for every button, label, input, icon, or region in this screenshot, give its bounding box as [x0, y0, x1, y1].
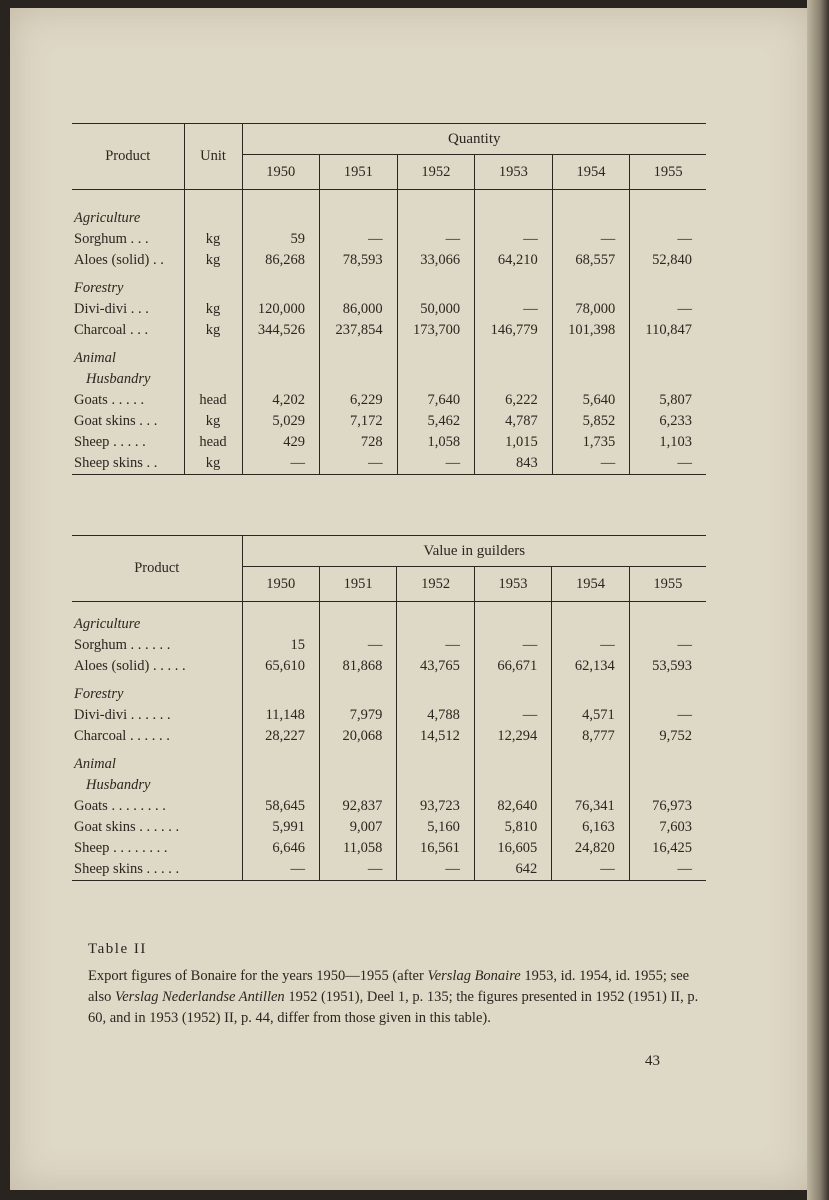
value-cell: 728	[320, 432, 398, 453]
table-row	[72, 817, 706, 838]
value-cell: 4,787	[475, 411, 553, 432]
leader-dots: . .	[146, 455, 158, 471]
product-name: Sorghum	[74, 637, 127, 653]
value-cell: 78,000	[552, 299, 630, 320]
section-title-continued: Husbandry	[86, 371, 151, 387]
product-name: Sheep	[74, 840, 110, 856]
table-row	[72, 229, 706, 250]
value-cell: 5,640	[552, 390, 630, 411]
value-cell: —	[242, 453, 320, 475]
table-row	[72, 635, 706, 656]
value-cell: 1,103	[630, 432, 706, 453]
value-cell: 173,700	[397, 320, 475, 341]
value-cell: —	[630, 229, 706, 250]
value-cell: —	[320, 229, 398, 250]
leader-dots: . . . . .	[111, 392, 145, 408]
value-cell: 642	[474, 859, 551, 881]
value-cell: 65,610	[242, 656, 319, 677]
caption-text: 1952 (1951), Deel 1, p. 135; the figures presented in 1952 (1951) II, p. 60, and in 1953 (1952) II, p. 44, differ from those given in this table).	[88, 989, 699, 1026]
product-name: Charcoal	[74, 322, 127, 338]
value-cell: 81,868	[319, 656, 396, 677]
product-name: Aloes (solid)	[74, 658, 150, 674]
year-header: 1951	[319, 567, 396, 602]
value-cell: —	[552, 453, 630, 475]
leader-dots: . . . . .	[152, 658, 186, 674]
value-cell: 64,210	[475, 250, 553, 271]
value-cell: 6,646	[242, 838, 319, 859]
section-title: Agriculture	[74, 616, 141, 632]
book-page	[10, 8, 810, 1190]
product-name: Goats	[74, 392, 108, 408]
value-cell: 5,807	[630, 390, 706, 411]
year-header: 1953	[475, 155, 553, 190]
value-cell: —	[397, 229, 475, 250]
section-title: Animal	[74, 756, 116, 772]
value-cell: 1,058	[397, 432, 475, 453]
section-title: Animal	[74, 350, 116, 366]
value-cell: 4,788	[397, 705, 474, 726]
value-cell: 5,810	[474, 817, 551, 838]
table-row	[72, 299, 706, 320]
table-row	[72, 726, 706, 747]
value-cell: 62,134	[552, 656, 629, 677]
value-cell: 843	[475, 453, 553, 475]
value-cell: 28,227	[242, 726, 319, 747]
value-cell: 14,512	[397, 726, 474, 747]
column-header-product: Product	[72, 536, 242, 602]
section-title: Agriculture	[74, 210, 141, 226]
value-cell: 82,640	[474, 796, 551, 817]
value-cell: —	[629, 705, 706, 726]
value-cell: —	[475, 299, 553, 320]
value-cell: 237,854	[320, 320, 398, 341]
table-row	[72, 390, 706, 411]
year-header: 1951	[320, 155, 398, 190]
value-cell: 4,571	[552, 705, 629, 726]
leader-dots: . . . . .	[146, 861, 180, 877]
value-cell: 146,779	[475, 320, 553, 341]
year-header: 1954	[552, 155, 630, 190]
leader-dots: . . . . . .	[130, 707, 171, 723]
value-cell: —	[552, 859, 629, 881]
value-cell: 78,593	[320, 250, 398, 271]
value-cell: 16,561	[397, 838, 474, 859]
value-cell: 5,462	[397, 411, 475, 432]
value-cell: 5,160	[397, 817, 474, 838]
value-cell: 7,979	[319, 705, 396, 726]
value-cell: 6,222	[475, 390, 553, 411]
table-row	[72, 859, 706, 881]
leader-dots: . . . . . .	[130, 637, 171, 653]
value-cell: 15	[242, 635, 319, 656]
table-row	[72, 320, 706, 341]
value-cell: —	[552, 229, 630, 250]
year-header: 1955	[629, 567, 706, 602]
value-cell: —	[629, 859, 706, 881]
unit-cell: kg	[184, 320, 242, 341]
value-cell: 9,007	[319, 817, 396, 838]
value-cell: —	[630, 453, 706, 475]
page-number: 43	[645, 1053, 660, 1069]
leader-dots: . . .	[130, 301, 149, 317]
table-label: Table II	[88, 941, 147, 957]
caption-text: 1953, id. 1954, id. 1955; see also	[88, 968, 690, 1005]
value-cell: 52,840	[630, 250, 706, 271]
value-cell: 43,765	[397, 656, 474, 677]
table-row	[72, 432, 706, 453]
value-cell: 16,605	[474, 838, 551, 859]
value-cell: 24,820	[552, 838, 629, 859]
value-cell: 92,837	[319, 796, 396, 817]
value-cell: —	[474, 635, 551, 656]
caption-italic-title: Verslag Nederlandse Antillen	[114, 989, 285, 1005]
leader-dots: . . . . .	[113, 434, 146, 450]
value-cell: —	[397, 453, 475, 475]
product-name: Divi-divi	[74, 707, 128, 723]
value-cell: 5,852	[552, 411, 630, 432]
year-header: 1950	[242, 155, 320, 190]
table-row	[72, 796, 706, 817]
value-cell: 93,723	[397, 796, 474, 817]
unit-cell: head	[184, 390, 242, 411]
value-cell: 86,268	[242, 250, 320, 271]
page-edge	[807, 0, 829, 1200]
unit-cell: head	[184, 432, 242, 453]
unit-cell: kg	[184, 229, 242, 250]
value-cell: 12,294	[474, 726, 551, 747]
value-cell: 344,526	[242, 320, 320, 341]
table-row	[72, 656, 706, 677]
value-cell: 5,991	[242, 817, 319, 838]
value-cell: 58,645	[242, 796, 319, 817]
value-cell: 16,425	[629, 838, 706, 859]
value-cell: —	[319, 859, 396, 881]
section-title-continued: Husbandry	[86, 777, 151, 793]
value-cell: 76,973	[629, 796, 706, 817]
year-header: 1953	[474, 567, 551, 602]
value-cell: 101,398	[552, 320, 630, 341]
value-cell: 76,341	[552, 796, 629, 817]
product-name: Sorghum	[74, 231, 127, 247]
column-header-product: Product	[72, 124, 184, 190]
year-header: 1952	[397, 567, 474, 602]
section-title: Forestry	[74, 280, 124, 296]
unit-cell: kg	[184, 453, 242, 475]
leader-dots: . . .	[139, 413, 158, 429]
product-name: Divi-divi	[74, 301, 128, 317]
value-cell: 7,640	[397, 390, 475, 411]
value-cell: 33,066	[397, 250, 475, 271]
product-name: Sheep skins	[74, 455, 143, 471]
product-name: Sheep skins	[74, 861, 143, 877]
value-cell: 7,603	[629, 817, 706, 838]
value-cell: 7,172	[320, 411, 398, 432]
column-header-unit: Unit	[184, 124, 242, 190]
year-header: 1954	[552, 567, 629, 602]
value-cell: —	[397, 635, 474, 656]
value-cell: —	[630, 299, 706, 320]
product-name: Goat skins	[74, 819, 136, 835]
value-cell: 53,593	[629, 656, 706, 677]
group-header-value: Value in guilders	[242, 536, 706, 567]
value-cell: 110,847	[630, 320, 706, 341]
table-row	[72, 838, 706, 859]
year-header: 1955	[630, 155, 706, 190]
unit-cell: kg	[184, 250, 242, 271]
product-name: Charcoal	[74, 728, 127, 744]
leader-dots: . . . . . .	[139, 819, 180, 835]
value-cell: 429	[242, 432, 320, 453]
product-name: Sheep	[74, 434, 110, 450]
value-cell: 86,000	[320, 299, 398, 320]
value-table	[72, 535, 706, 881]
leader-dots: . . .	[130, 231, 149, 247]
value-cell: —	[629, 635, 706, 656]
caption-italic-title: Verslag Bonaire	[427, 968, 521, 984]
value-cell: 6,229	[320, 390, 398, 411]
caption-text: Export figures of Bonaire for the years 1950—1955 (after	[88, 968, 428, 984]
value-cell: 8,777	[552, 726, 629, 747]
leader-dots: . . . . . . . .	[113, 840, 168, 856]
value-cell: 59	[242, 229, 320, 250]
year-header: 1952	[397, 155, 475, 190]
product-name: Goats	[74, 798, 108, 814]
value-cell: 4,202	[242, 390, 320, 411]
table-row	[72, 411, 706, 432]
group-header-quantity: Quantity	[242, 124, 706, 155]
value-cell: 6,233	[630, 411, 706, 432]
value-cell: —	[552, 635, 629, 656]
value-cell: —	[474, 705, 551, 726]
year-header: 1950	[242, 567, 319, 602]
value-cell: 50,000	[397, 299, 475, 320]
value-cell: 20,068	[319, 726, 396, 747]
table-row	[72, 705, 706, 726]
value-cell: —	[319, 635, 396, 656]
quantity-table	[72, 123, 706, 475]
value-cell: 9,752	[629, 726, 706, 747]
value-cell: 5,029	[242, 411, 320, 432]
table-caption	[88, 966, 706, 1029]
table-row	[72, 453, 706, 475]
value-cell: —	[320, 453, 398, 475]
value-cell: 120,000	[242, 299, 320, 320]
table-row	[72, 250, 706, 271]
value-cell: —	[475, 229, 553, 250]
leader-dots: . . . . . . . .	[111, 798, 166, 814]
section-title: Forestry	[74, 686, 124, 702]
unit-cell: kg	[184, 411, 242, 432]
value-cell: 1,735	[552, 432, 630, 453]
product-name: Goat skins	[74, 413, 136, 429]
leader-dots: . . .	[129, 322, 149, 338]
value-cell: 66,671	[474, 656, 551, 677]
value-cell: —	[397, 859, 474, 881]
value-cell: 68,557	[552, 250, 630, 271]
value-cell: 11,058	[319, 838, 396, 859]
unit-cell: kg	[184, 299, 242, 320]
value-cell: 1,015	[475, 432, 553, 453]
value-cell: 11,148	[242, 705, 319, 726]
value-cell: —	[242, 859, 319, 881]
leader-dots: . .	[152, 252, 164, 268]
value-cell: 6,163	[552, 817, 629, 838]
leader-dots: . . . . . .	[129, 728, 170, 744]
product-name: Aloes (solid)	[74, 252, 150, 268]
